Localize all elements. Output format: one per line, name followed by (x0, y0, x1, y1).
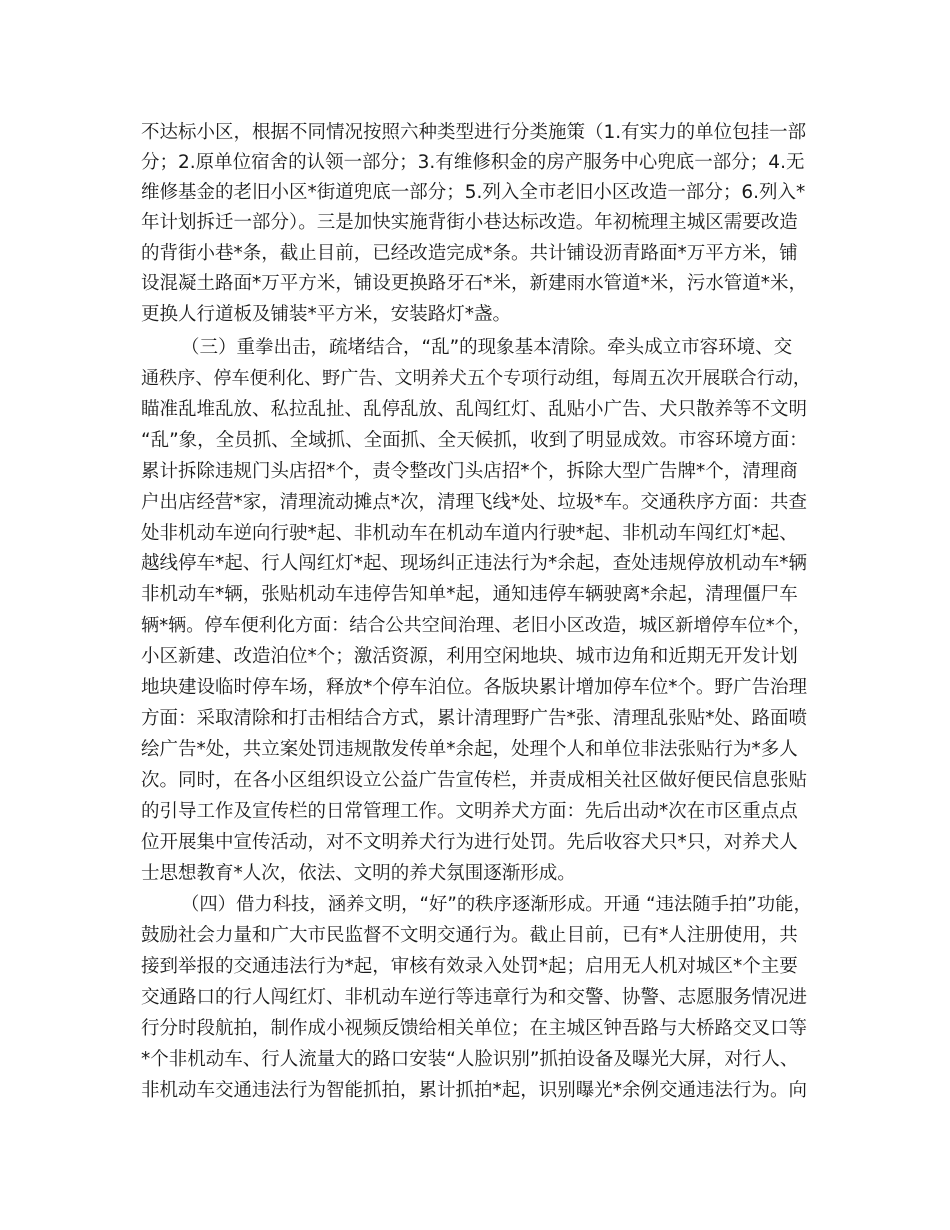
text-line: 的背街小巷*条，截止目前，已经改造完成*条。共计铺设沥青路面*万平方米，铺 (141, 243, 798, 264)
text-line: 年计划拆迁一部分）。三是加快实施背街小巷达标改造。年初梳理主城区需要改造 (141, 212, 798, 233)
text-line: 瞄准乱堆乱放、私拉乱扯、乱停乱放、乱闯红灯、乱贴小广告、犬只散养等不文明 (141, 399, 808, 420)
text-line: 设混凝土路面*万平方米，铺设更换路牙石*米，新建雨水管道*米，污水管道*米， (141, 273, 808, 294)
text-line: 处非机动车逆向行驶*起、非机动车在机动车道内行驶*起、非机动车闯红灯*起、 (141, 523, 798, 544)
text-line: 非机动车交通违法行为智能抓拍，累计抓拍*起，识别曝光*余例交通违法行为。向 (141, 1080, 808, 1101)
text-line: 位开展集中宣传活动，对不文明养犬行为进行处罚。先后收容犬只*只，对养犬人 (141, 832, 798, 853)
text-line: *个非机动车、行人流量大的路口安装“人脸识别”抓拍设备及曝光大屏，对行人、 (141, 1049, 799, 1070)
text-line: 维修基金的老旧小区*街道兜底一部分；5.列入全市老旧小区改造一部分；6.列入* (141, 182, 806, 203)
text-line: 非机动车*辆，张贴机动车违停告知单*起，通知违停车辆驶离*余起，清理僵尸车 (141, 584, 798, 605)
text-line: 更换人行道板及铺装*平方米，安装路灯*盏。 (141, 304, 512, 325)
text-line: 户出店经营*家，清理流动摊点*次，清理飞线*处、垃圾*车。交通秩序方面：共查 (141, 492, 808, 513)
text-line: 方面：采取清除和打击相结合方式，累计清理野广告*张、清理乱张贴*处、路面喷 (141, 708, 808, 729)
text-line: 接到举报的交通违法行为*起，审核有效录入处罚*起；启用无人机对城区*个主要 (141, 956, 798, 977)
text-line: 绘广告*处，共立案处罚违规散发传单*余起，处理个人和单位非法张贴行为*多人 (141, 739, 798, 760)
text-line: 次。同时，在各小区组织设立公益广告宣传栏，并责成相关社区做好便民信息张贴 (141, 770, 808, 791)
text-line: 不达标小区，根据不同情况按照六种类型进行分类施策（1.有实力的单位包挂一部 (141, 122, 807, 143)
text-line: 士思想教育*人次，依法、文明的养犬氛围逐渐形成。 (141, 863, 576, 884)
text-line: 累计拆除违规门头店招*个，责令整改门头店招*个，拆除大型广告牌*个，清理商 (141, 461, 798, 482)
text-line: 的引导工作及宣传栏的日常管理工作。文明养犬方面：先后出动*次在市区重点点 (141, 801, 798, 822)
text-line: 辆*辆。停车便利化方面：结合公共空间治理、老旧小区改造，城区新增停车位*个， (141, 615, 812, 636)
text-line: 小区新建、改造泊位*个；激活资源，利用空闲地块、城市边角和近期无开发计划 (141, 646, 798, 667)
text-line: 通秩序、停车便利化、野广告、文明养犬五个专项行动组，每周五次开展联合行动， (141, 368, 812, 389)
text-line: 地块建设临时停车场，释放*个停车泊位。各版块累计增加停车位*个。野广告治理 (141, 677, 808, 698)
text-line: 行分时段航拍，制作成小视频反馈给相关单位；在主城区钟吾路与大桥路交叉口等 (141, 1018, 808, 1039)
text-line: 鼓励社会力量和广大市民监督不文明交通行为。截止目前，已有*人注册使用，共 (141, 925, 798, 946)
text-line: 交通路口的行人闯红灯、非机动车逆行等违章行为和交警、协警、志愿服务情况进 (141, 987, 808, 1008)
text-line: 越线停车*起、行人闯红灯*起、现场纠正违法行为*余起，查处违规停放机动车*辆 (141, 553, 808, 574)
text-line: “乱”象，全员抓、全域抓、全面抓、全天候抓，收到了明显成效。市容环境方面： (141, 430, 808, 451)
section-heading-line: （三）重拳出击，疏堵结合，“乱”的现象基本清除。牵头成立市容环境、交 (181, 337, 793, 358)
section-heading-line: （四）借力科技，涵养文明，“好”的秩序逐渐形成。开通 “违法随手拍”功能， (181, 894, 812, 915)
text-line: 分；2.原单位宿舍的认领一部分；3.有维修积金的房产服务中心兜底一部分；4.无 (141, 152, 805, 173)
